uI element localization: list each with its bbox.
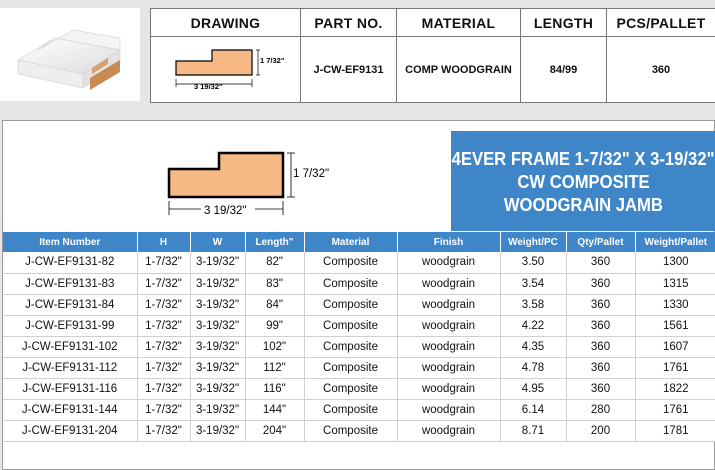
summary-drawing-cell (151, 37, 301, 103)
cell-weight-pallet: 1561 (635, 315, 715, 336)
col-finish: Finish (397, 232, 500, 252)
cell-item-number: J-CW-EF9131-204 (3, 420, 137, 441)
cell-w: 3-19/32" (190, 252, 245, 273)
cell-item-number: J-CW-EF9131-83 (3, 273, 137, 294)
cell-weight-pallet: 1607 (635, 336, 715, 357)
col-material: Material (304, 232, 397, 252)
profile-drawing-large (3, 121, 451, 231)
cell-weight-pallet: 1315 (635, 273, 715, 294)
cell-h: 1-7/32" (137, 273, 190, 294)
cell-h: 1-7/32" (137, 399, 190, 420)
product-thumbnail (0, 8, 140, 101)
cell-material: Composite (304, 273, 397, 294)
cell-w: 3-19/32" (190, 336, 245, 357)
profile-diagram (3, 121, 451, 231)
cell-material: Composite (304, 294, 397, 315)
summary-value-row (151, 37, 715, 103)
table-row (3, 336, 715, 357)
cell-material: Composite (304, 420, 397, 441)
cell-weight-pc: 6.14 (500, 399, 566, 420)
cell-weight-pallet: 1822 (635, 378, 715, 399)
cell-weight-pc: 8.71 (500, 420, 566, 441)
summary-header-pcs-pallet: PCS/PALLET (607, 9, 715, 37)
cell-item-number: J-CW-EF9131-82 (3, 252, 137, 273)
cell-item-number: J-CW-EF9131-99 (3, 315, 137, 336)
table-row (3, 378, 715, 399)
cell-material: Composite (304, 315, 397, 336)
cell-finish: woodgrain (397, 357, 500, 378)
cell-length: 99" (245, 315, 304, 336)
summary-pcs-pallet: 360 (607, 37, 715, 103)
cell-weight-pc: 4.95 (500, 378, 566, 399)
cell-item-number: J-CW-EF9131-116 (3, 378, 137, 399)
cell-material: Composite (304, 336, 397, 357)
table-row (3, 399, 715, 420)
cell-weight-pallet: 1761 (635, 399, 715, 420)
product-title-line-2: CW COMPOSITE (517, 170, 650, 192)
summary-header-material: MATERIAL (397, 9, 521, 37)
cell-qty-pallet: 360 (566, 357, 635, 378)
cell-finish: woodgrain (397, 252, 500, 273)
cell-weight-pallet: 1781 (635, 420, 715, 441)
small-dim-height: 1 7/32" (259, 56, 284, 65)
small-dim-width: 3 19/32" (193, 82, 223, 91)
cell-item-number: J-CW-EF9131-112 (3, 357, 137, 378)
col-w: W (190, 232, 245, 252)
summary-table (150, 8, 715, 103)
cell-w: 3-19/32" (190, 399, 245, 420)
table-row (3, 315, 715, 336)
cell-w: 3-19/32" (190, 273, 245, 294)
cell-length: 84" (245, 294, 304, 315)
cell-qty-pallet: 200 (566, 420, 635, 441)
jamb-3d-image (0, 8, 140, 101)
cell-weight-pc: 4.78 (500, 357, 566, 378)
cell-h: 1-7/32" (137, 294, 190, 315)
col-weight-pc: Weight/PC (500, 232, 566, 252)
cell-weight-pallet: 1761 (635, 357, 715, 378)
cell-material: Composite (304, 399, 397, 420)
summary-header-row (151, 9, 715, 37)
col-item-number: Item Number (3, 232, 137, 252)
cell-length: 204" (245, 420, 304, 441)
cell-qty-pallet: 360 (566, 294, 635, 315)
cell-qty-pallet: 360 (566, 378, 635, 399)
large-dim-width: 3 19/32" (204, 205, 247, 217)
cell-weight-pallet: 1300 (635, 252, 715, 273)
cell-h: 1-7/32" (137, 357, 190, 378)
col-weight-pallet: Weight/Pallet (635, 232, 715, 252)
cell-qty-pallet: 360 (566, 315, 635, 336)
table-row (3, 294, 715, 315)
cell-weight-pc: 4.35 (500, 336, 566, 357)
cell-weight-pallet: 1330 (635, 294, 715, 315)
cell-finish: woodgrain (397, 315, 500, 336)
summary-header-part-no: PART NO. (301, 9, 397, 37)
product-title-line-1: 4EVER FRAME 1-7/32" X 3-19/32" (452, 147, 715, 169)
specs-body (3, 252, 715, 441)
cell-length: 102" (245, 336, 304, 357)
summary-header-drawing: DRAWING (151, 9, 301, 37)
cell-item-number: J-CW-EF9131-102 (3, 336, 137, 357)
summary-header-length: LENGTH (521, 9, 607, 37)
cell-h: 1-7/32" (137, 378, 190, 399)
large-dim-height: 1 7/32" (293, 168, 330, 180)
cell-h: 1-7/32" (137, 336, 190, 357)
cell-weight-pc: 4.22 (500, 315, 566, 336)
cell-length: 116" (245, 378, 304, 399)
col-length: Length" (245, 232, 304, 252)
summary-length: 84/99 (521, 37, 607, 103)
specs-table (3, 232, 715, 442)
cell-w: 3-19/32" (190, 378, 245, 399)
cell-length: 82" (245, 252, 304, 273)
specs-header-row (3, 232, 715, 252)
cell-w: 3-19/32" (190, 357, 245, 378)
cell-weight-pc: 3.50 (500, 252, 566, 273)
table-row (3, 252, 715, 273)
table-row (3, 357, 715, 378)
cell-w: 3-19/32" (190, 315, 245, 336)
cell-finish: woodgrain (397, 399, 500, 420)
cell-qty-pallet: 360 (566, 273, 635, 294)
profile-drawing-small (152, 37, 300, 99)
cell-material: Composite (304, 378, 397, 399)
product-panel (2, 120, 715, 470)
product-title-line-3: WOODGRAIN JAMB (503, 193, 664, 215)
cell-length: 112" (245, 357, 304, 378)
cell-finish: woodgrain (397, 336, 500, 357)
summary-part-no: J-CW-EF9131 (301, 37, 397, 103)
cell-h: 1-7/32" (137, 420, 190, 441)
cell-finish: woodgrain (397, 294, 500, 315)
cell-w: 3-19/32" (190, 420, 245, 441)
col-qty-pallet: Qty/Pallet (566, 232, 635, 252)
cell-weight-pc: 3.54 (500, 273, 566, 294)
cell-qty-pallet: 280 (566, 399, 635, 420)
cell-item-number: J-CW-EF9131-84 (3, 294, 137, 315)
table-row (3, 420, 715, 441)
cell-finish: woodgrain (397, 378, 500, 399)
cell-finish: woodgrain (397, 273, 500, 294)
table-row (3, 273, 715, 294)
summary-material: COMP WOODGRAIN (397, 37, 521, 103)
cell-length: 83" (245, 273, 304, 294)
cell-material: Composite (304, 357, 397, 378)
cell-material: Composite (304, 252, 397, 273)
cell-h: 1-7/32" (137, 252, 190, 273)
cell-w: 3-19/32" (190, 294, 245, 315)
cell-qty-pallet: 360 (566, 336, 635, 357)
cell-weight-pc: 3.58 (500, 294, 566, 315)
cell-length: 144" (245, 399, 304, 420)
cell-finish: woodgrain (397, 420, 500, 441)
product-title-box (451, 131, 715, 231)
col-h: H (137, 232, 190, 252)
cell-item-number: J-CW-EF9131-144 (3, 399, 137, 420)
cell-h: 1-7/32" (137, 315, 190, 336)
cell-qty-pallet: 360 (566, 252, 635, 273)
